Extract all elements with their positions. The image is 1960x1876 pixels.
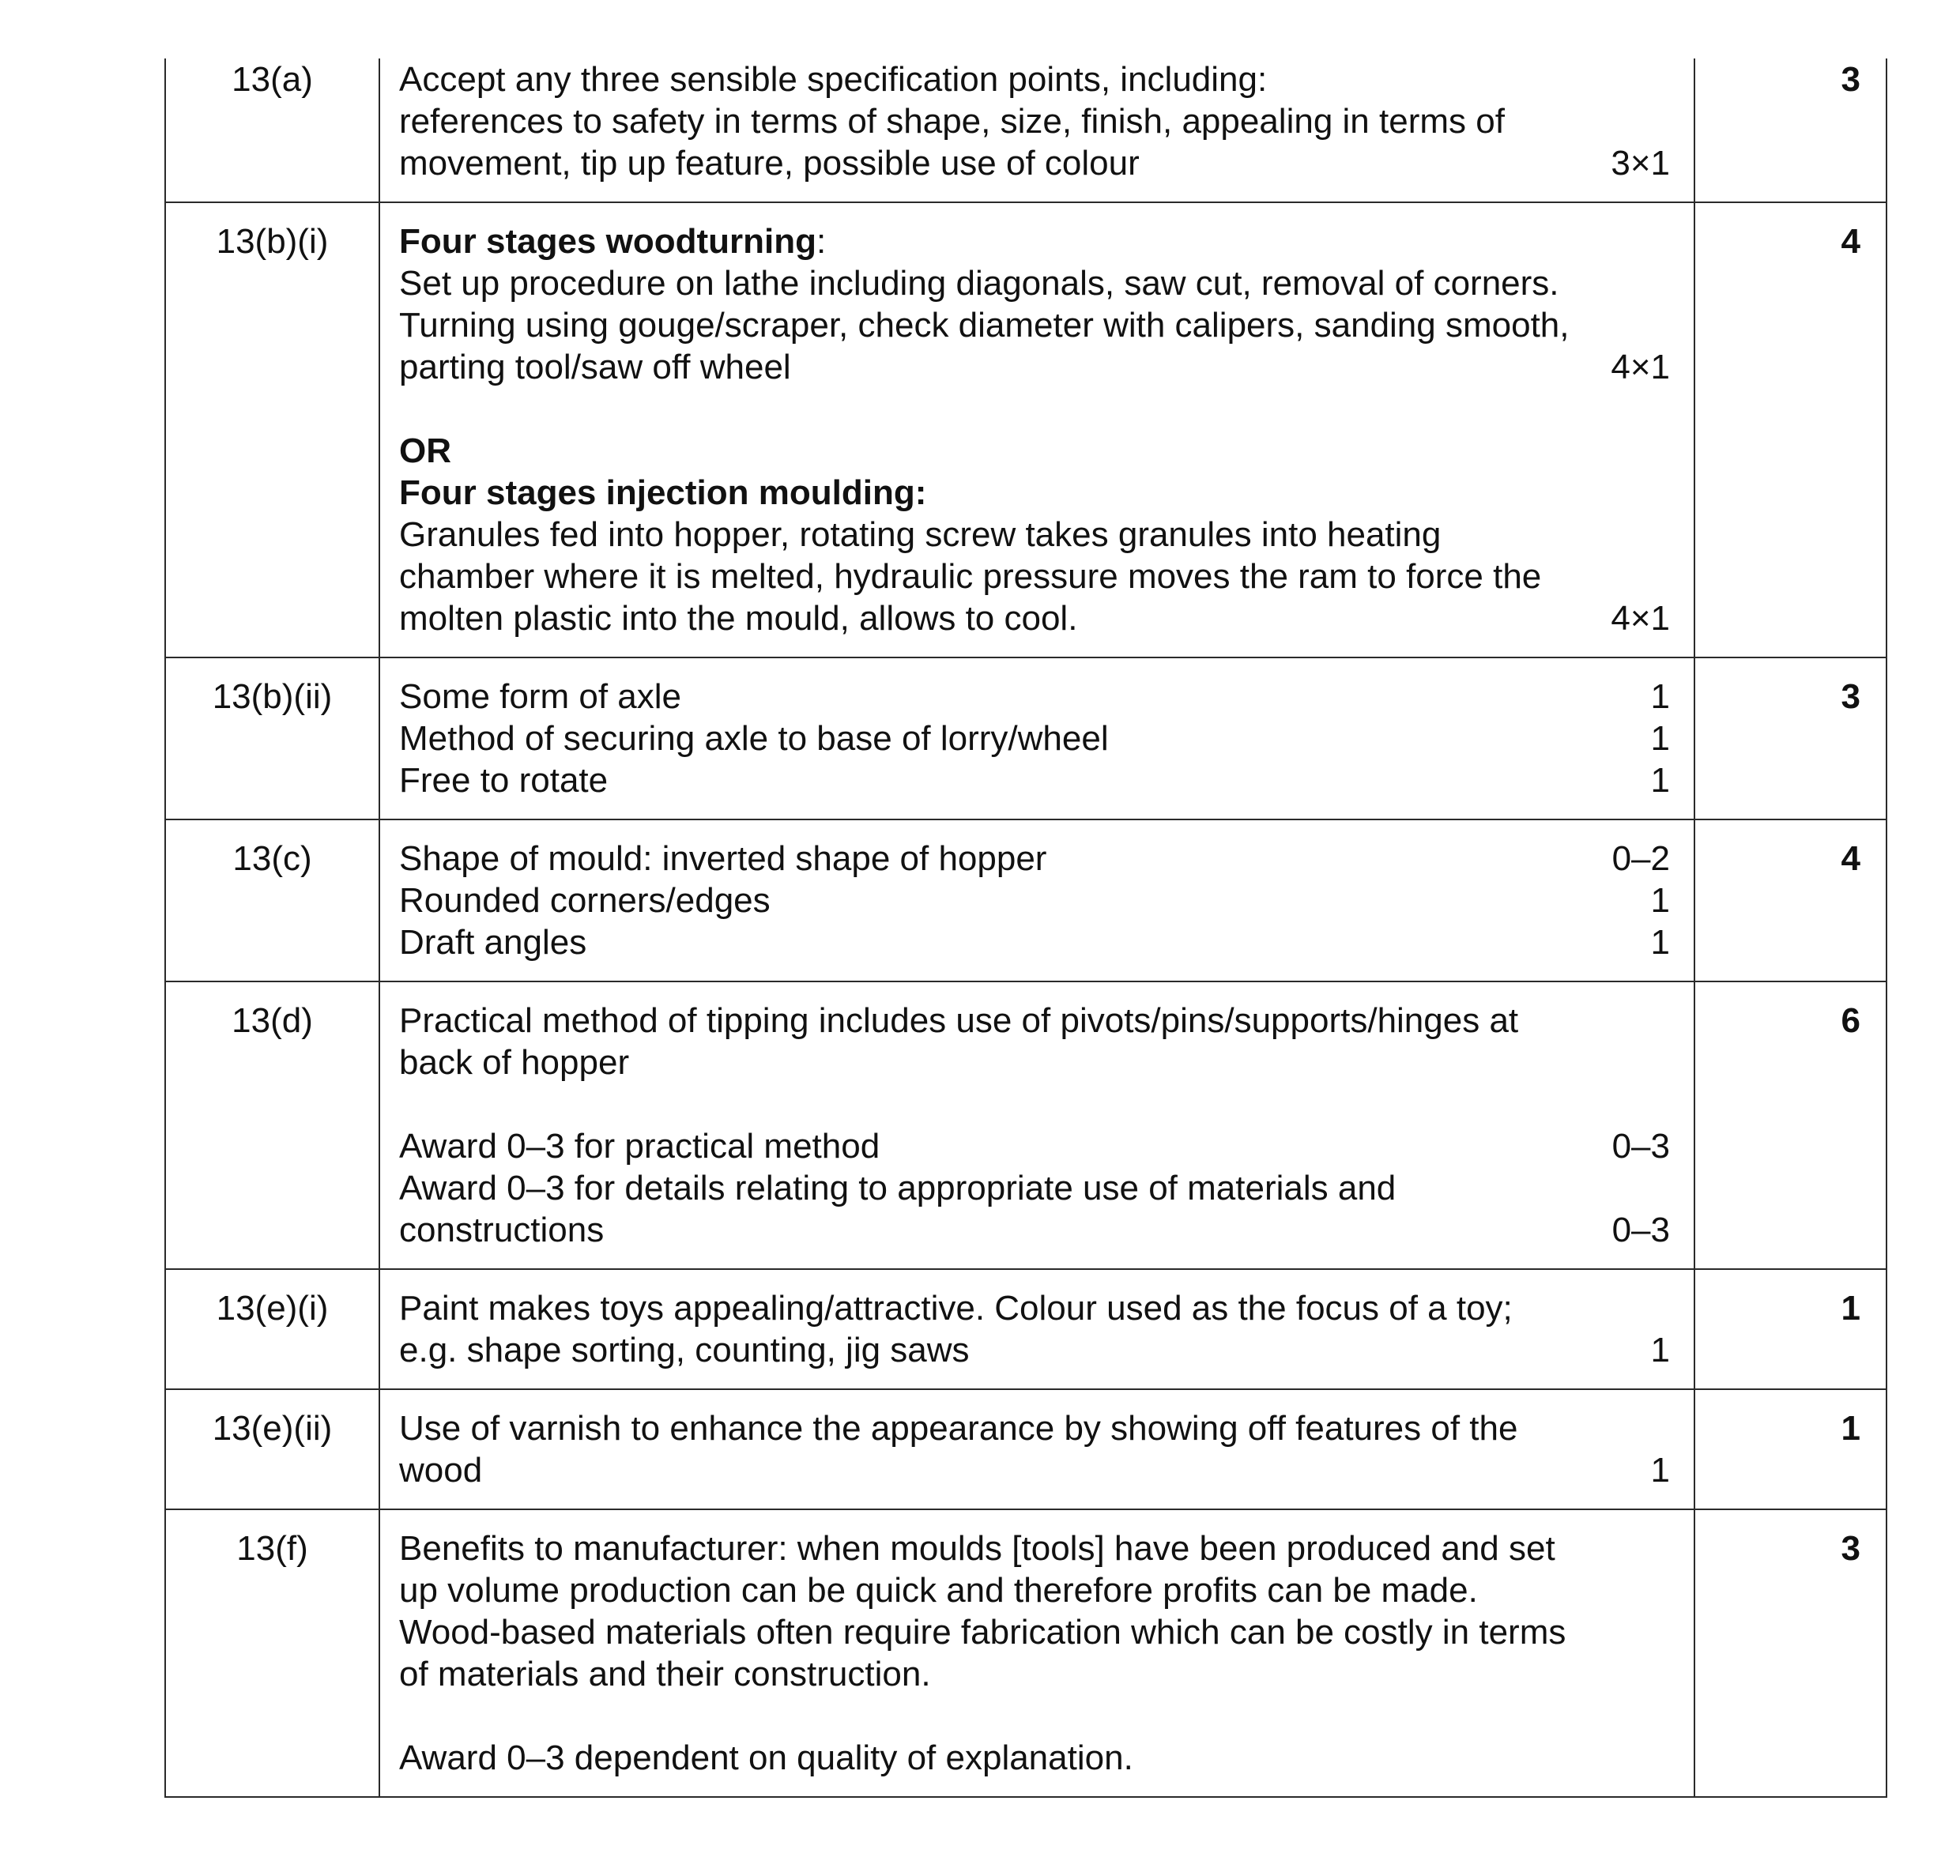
answer-cell (379, 657, 1694, 819)
answer-line: Award 0–3 for practical method 0–3 (399, 1127, 1670, 1166)
mark-scheme-table (164, 58, 1887, 1798)
total-marks: 6 (1694, 981, 1886, 1269)
answer-line: Benefits to manufacturer: when moulds [tools] have been produced and set (399, 1529, 1555, 1568)
question-number: 13(e)(ii) (165, 1389, 379, 1509)
table-row (165, 1509, 1886, 1797)
answer-cell (379, 202, 1694, 657)
answer-line: back of hopper (399, 1043, 630, 1082)
answer-cell (379, 819, 1694, 981)
answer-cell (379, 58, 1694, 202)
answer-line: Granules fed into hopper, rotating screw takes granules into heating (399, 515, 1442, 554)
answer-line: movement, tip up feature, possible use of colour 3×1 (399, 144, 1670, 183)
line-mark: 4×1 (1611, 599, 1670, 638)
answer-cell (379, 1389, 1694, 1509)
answer-line: Award 0–3 dependent on quality of explanation. (399, 1739, 1133, 1777)
total-marks: 4 (1694, 819, 1886, 981)
answer-line: Free to rotate 1 (399, 761, 1670, 800)
line-mark: 0–2 (1611, 839, 1670, 878)
answer-line: Rounded corners/edges 1 (399, 881, 1670, 920)
answer-line: Draft angles 1 (399, 923, 1670, 962)
line-mark: 1 (1650, 719, 1670, 758)
answer-line: up volume production can be quick and therefore profits can be made. (399, 1571, 1478, 1610)
answer-line: wood 1 (399, 1451, 1670, 1490)
answer-line: Practical method of tipping includes use of pivots/pins/supports/hinges at (399, 1001, 1519, 1040)
answer-line: of materials and their construction. (399, 1655, 931, 1693)
total-marks: 3 (1694, 58, 1886, 202)
line-mark: 1 (1650, 1331, 1670, 1369)
total-marks: 3 (1694, 657, 1886, 819)
answer-heading: Four stages injection moulding: (399, 473, 927, 512)
total-marks: 3 (1694, 1509, 1886, 1797)
answer-line: Shape of mould: inverted shape of hopper 0–2 (399, 839, 1670, 878)
question-number: 13(a) (165, 58, 379, 202)
answer-line: Wood-based materials often require fabrication which can be costly in terms (399, 1613, 1566, 1652)
line-mark: 1 (1650, 923, 1670, 962)
answer-line: Use of varnish to enhance the appearance by showing off features of the (399, 1409, 1518, 1448)
question-number: 13(b)(i) (165, 202, 379, 657)
line-mark: 1 (1650, 761, 1670, 800)
answer-line: Accept any three sensible specification points, including: (399, 60, 1268, 99)
answer-line: Turning using gouge/scraper, check diameter with calipers, sanding smooth, (399, 306, 1570, 345)
answer-line: molten plastic into the mould, allows to cool. 4×1 (399, 599, 1670, 638)
answer-line: Some form of axle 1 (399, 677, 1670, 716)
line-mark: 3×1 (1611, 144, 1670, 183)
line-mark: 4×1 (1611, 348, 1670, 386)
answer-heading: Four stages woodturning: (399, 222, 827, 261)
answer-cell (379, 981, 1694, 1269)
answer-line: Paint makes toys appealing/attractive. Colour used as the focus of a toy; (399, 1289, 1513, 1328)
answer-line: references to safety in terms of shape, size, finish, appealing in terms of (399, 102, 1505, 141)
table-row (165, 657, 1886, 819)
answer-line: e.g. shape sorting, counting, jig saws 1 (399, 1331, 1670, 1369)
answer-line: Award 0–3 for details relating to appropriate use of materials and (399, 1169, 1396, 1207)
answer-line: constructions 0–3 (399, 1211, 1670, 1249)
answer-line: parting tool/saw off wheel 4×1 (399, 348, 1670, 386)
answer-line: Method of securing axle to base of lorry/wheel 1 (399, 719, 1670, 758)
question-number: 13(c) (165, 819, 379, 981)
total-marks: 1 (1694, 1389, 1886, 1509)
line-mark: 0–3 (1611, 1211, 1670, 1249)
line-mark: 1 (1650, 881, 1670, 920)
or-separator: OR (399, 431, 451, 470)
total-marks: 1 (1694, 1269, 1886, 1389)
answer-cell (379, 1269, 1694, 1389)
table-row (165, 819, 1886, 981)
question-number: 13(d) (165, 981, 379, 1269)
answer-line: Set up procedure on lathe including diagonals, saw cut, removal of corners. (399, 264, 1559, 303)
line-mark: 1 (1650, 677, 1670, 716)
question-number: 13(f) (165, 1509, 379, 1797)
answer-cell (379, 1509, 1694, 1797)
line-mark: 0–3 (1611, 1127, 1670, 1166)
answer-line: chamber where it is melted, hydraulic pressure moves the ram to force the (399, 557, 1542, 596)
line-mark: 1 (1650, 1451, 1670, 1490)
question-number: 13(b)(ii) (165, 657, 379, 819)
total-marks: 4 (1694, 202, 1886, 657)
table-row (165, 981, 1886, 1269)
table-row (165, 202, 1886, 657)
question-number: 13(e)(i) (165, 1269, 379, 1389)
table-row (165, 1269, 1886, 1389)
table-row (165, 1389, 1886, 1509)
table-row (165, 58, 1886, 202)
